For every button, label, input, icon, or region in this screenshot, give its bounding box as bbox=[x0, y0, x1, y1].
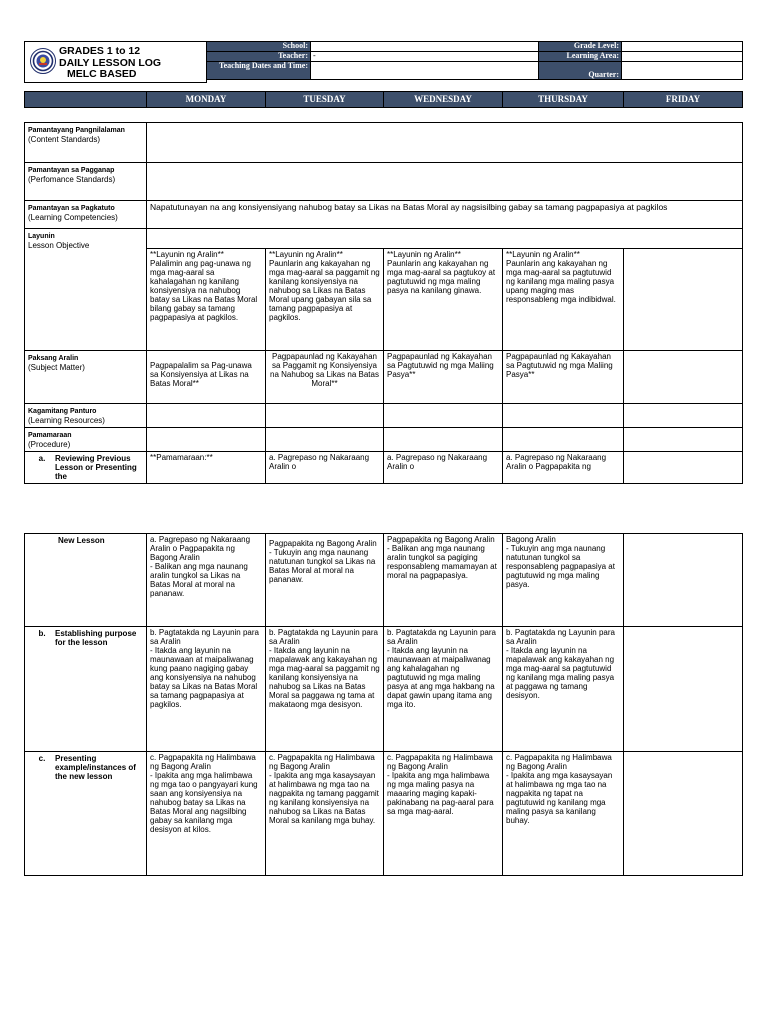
teacher-field[interactable]: - bbox=[311, 52, 539, 62]
header-meta-table bbox=[206, 41, 743, 80]
review-cell-friday[interactable] bbox=[624, 534, 743, 627]
quarter-field[interactable] bbox=[622, 62, 743, 80]
day-header-thursday: THURSDAY bbox=[503, 92, 624, 108]
review-cell-monday-top[interactable]: **Pamamaraan:** bbox=[147, 452, 266, 484]
examples-cell-thursday[interactable]: c. Pagpapakita ng Halimbawa ng Bagong Aralin - Ipakita ang mga kasaysayan at halimbawa ng mga tao na nagpakita ng tapat na pagtutuwid ng kanilang mga maling pasya sa kanilang buhay. bbox=[503, 752, 624, 876]
school-field[interactable] bbox=[311, 42, 539, 52]
learning-area-field[interactable] bbox=[622, 52, 743, 62]
quarter-label: Quarter: bbox=[539, 62, 622, 80]
objective-cell-wednesday[interactable]: **Layunin ng Aralin** Paunlarin ang kakayahan ng mga mag-aaral sa pagtukoy at pagtutuwid ng mga maling pasya na kanilang ginawa. bbox=[384, 249, 503, 351]
table-row bbox=[25, 163, 743, 201]
purpose-cell-tuesday[interactable]: b. Pagtatakda ng Layunin para sa Aralin - Itakda ang layunin na mapalawak ang kakayahan ng mga mag-aaral sa paggamit ng kanilang konsiyensiya na nahubog sa Likas na Batas Moral sa paggawa ng tama at makataong mga desisyon. bbox=[266, 627, 384, 752]
procedure-cell-wednesday[interactable] bbox=[384, 428, 503, 452]
teaching-dates-label: Teaching Dates and Time: bbox=[207, 62, 311, 80]
page-title bbox=[59, 46, 161, 81]
subject-cell-wednesday[interactable]: Pagpapaunlad ng Kakayahan sa Pagtutuwid ng mga Maliing Pasya** bbox=[384, 351, 503, 404]
day-header-tuesday: TUESDAY bbox=[266, 92, 384, 108]
purpose-cell-friday[interactable] bbox=[624, 627, 743, 752]
objective-cell-thursday[interactable]: **Layunin ng Aralin** Paunlarin ang kakayahan ng mga mag-aaral sa pagtutuwid ng kanilang mga maling pasya upang maging mas responsableng mga indibidwal. bbox=[503, 249, 624, 351]
objective-cell-top[interactable] bbox=[147, 229, 743, 249]
examples-cell-friday[interactable] bbox=[624, 752, 743, 876]
review-cell-monday[interactable]: a. Pagrepaso ng Nakaraang Aralin o Pagpapakita ng Bagong Aralin - Balikan ang mga naunang aralin tungkol sa Likas na Batas Moral at moral na pananaw. bbox=[147, 534, 266, 627]
objective-label: Layunin Lesson Objective bbox=[25, 229, 147, 351]
subject-cell-monday[interactable]: Pagpapalalim sa Pag-unawa sa Konsiyensiya at Likas na Batas Moral** bbox=[147, 351, 266, 404]
resources-cell-thursday[interactable] bbox=[503, 404, 624, 428]
examples-cell-wednesday[interactable]: c. Pagpapakita ng Halimbawa ng Bagong Aralin - Ipakita ang mga halimbawa ng mga maling pasya na maaaring maging kapaki-pakinabang na pag-aaral para sa mga mag-aaral. bbox=[384, 752, 503, 876]
examples-cell-tuesday[interactable]: c. Pagpapakita ng Halimbawa ng Bagong Aralin - Ipakita ang mga kasaysayan at halimbawa ng mga tao na nagpakita ng tamang paggamit ng kanilang konsiyensiya na nahubog sa Likas na Batas Moral sa kanilang mga buhay. bbox=[266, 752, 384, 876]
resources-cell-tuesday[interactable] bbox=[266, 404, 384, 428]
day-header-friday: FRIDAY bbox=[624, 92, 743, 108]
examples-label: c. Presenting example/instances of the new lesson bbox=[25, 752, 147, 876]
content-standards-cell[interactable] bbox=[147, 123, 743, 163]
objective-cell-friday[interactable] bbox=[624, 249, 743, 351]
header-title-box bbox=[24, 41, 207, 83]
procedure-cell-monday[interactable] bbox=[147, 428, 266, 452]
day-header-row bbox=[24, 91, 743, 108]
procedure-cell-tuesday[interactable] bbox=[266, 428, 384, 452]
performance-standards-cell[interactable] bbox=[147, 163, 743, 201]
resources-label: Kagamitang Panturo (Learning Resources) bbox=[25, 404, 147, 428]
review-label-bottom: New Lesson bbox=[25, 534, 147, 627]
performance-standards-label: Pamantayan sa Pagganap (Perfomance Standards) bbox=[25, 163, 147, 201]
resources-cell-friday[interactable] bbox=[624, 404, 743, 428]
purpose-cell-monday[interactable]: b. Pagtatakda ng Layunin para sa Aralin - Itakda ang layunin na maunawaan at maipaliwanag kung paano nagiging gabay ang konsiyensiya na nahubog batay sa Likas na Batas Moral sa tamang pagpapasiya at pagkilos. bbox=[147, 627, 266, 752]
table-row bbox=[25, 534, 743, 627]
day-header-empty bbox=[25, 92, 147, 108]
title-line: GRADES 1 to 12 bbox=[59, 45, 141, 57]
day-header-wednesday: WEDNESDAY bbox=[384, 92, 503, 108]
table-row bbox=[25, 201, 743, 229]
objective-cell-monday[interactable]: **Layunin ng Aralin** Palalimin ang pag-unawa ng mga mag-aaral sa kahalagahan ng kanilang konsiyensiya na nahubog batay sa Likas na Batas Moral bilang gabay sa tamang pagpapasiya at pagkilos. bbox=[147, 249, 266, 351]
objective-cell-tuesday[interactable]: **Layunin ng Aralin** Paunlarin ang kakayahan ng mga mag-aaral sa paggamit ng kanilang konsiyensiya na nahubog sa Likas na Batas Moral upang gabayan sila sa tamang pagpapasiya at pagkilos. bbox=[266, 249, 384, 351]
review-cell-wednesday-top[interactable]: a. Pagrepaso ng Nakaraang Aralin o bbox=[384, 452, 503, 484]
procedure-cell-friday[interactable] bbox=[624, 428, 743, 452]
grade-level-label: Grade Level: bbox=[539, 42, 622, 52]
table-row bbox=[25, 351, 743, 404]
examples-cell-monday[interactable]: c. Pagpapakita ng Halimbawa ng Bagong Aralin - Ipakita ang mga halimbawa ng mga tao o pangyayari kung saan ang konsiyensiya na nahubog batay sa Likas na Batas Moral ang nagsilbing gabay sa kanilang mga desisyon at kilos. bbox=[147, 752, 266, 876]
day-header-monday: MONDAY bbox=[147, 92, 266, 108]
resources-cell-monday[interactable] bbox=[147, 404, 266, 428]
subject-cell-thursday[interactable]: Pagpapaunlad ng Kakayahan sa Pagtutuwid ng mga Maliing Pasya** bbox=[503, 351, 624, 404]
teaching-dates-field[interactable] bbox=[311, 62, 539, 80]
teacher-label: Teacher: bbox=[207, 52, 311, 62]
review-cell-thursday[interactable]: Bagong Aralin - Tukuyin ang mga naunang natutunan tungkol sa responsableng pagpapasiya at pagtutuwid ng mga maling pasya. bbox=[503, 534, 624, 627]
deped-seal-icon bbox=[30, 48, 56, 74]
review-cell-friday-top[interactable] bbox=[624, 452, 743, 484]
table-row bbox=[25, 404, 743, 428]
table-row bbox=[25, 123, 743, 163]
table-row bbox=[25, 428, 743, 452]
subject-cell-tuesday[interactable]: Pagpapaunlad ng Kakayahan sa Paggamit ng Konsiyensiya na Nahubog sa Likas na Batas Moral** bbox=[266, 351, 384, 404]
title-line: DAILY LESSON LOG bbox=[59, 56, 162, 69]
review-cell-thursday-top[interactable]: a. Pagrepaso ng Nakaraang Aralin o Pagpapakita ng bbox=[503, 452, 624, 484]
table-row bbox=[25, 752, 743, 876]
lesson-log-table-page-2 bbox=[24, 533, 743, 876]
table-row bbox=[25, 229, 743, 249]
learning-area-label: Learning Area: bbox=[539, 52, 622, 62]
review-cell-tuesday[interactable]: Pagpapakita ng Bagong Aralin - Tukuyin ang mga naunang natutunan tungkol sa Likas na Batas Moral at moral na pananaw. bbox=[266, 534, 384, 627]
grade-level-field[interactable] bbox=[622, 42, 743, 52]
subject-cell-friday[interactable] bbox=[624, 351, 743, 404]
table-row bbox=[25, 627, 743, 752]
subject-matter-label: Paksang Aralin (Subject Matter) bbox=[25, 351, 147, 404]
title-line: MELC BASED bbox=[67, 68, 137, 80]
school-label: School: bbox=[207, 42, 311, 52]
purpose-label: b. Establishing purpose for the lesson bbox=[25, 627, 147, 752]
review-cell-tuesday-top[interactable]: a. Pagrepaso ng Nakaraang Aralin o bbox=[266, 452, 384, 484]
resources-cell-wednesday[interactable] bbox=[384, 404, 503, 428]
purpose-cell-thursday[interactable]: b. Pagtatakda ng Layunin para sa Aralin - Itakda ang layunin na mapalawak ang kakayahan ng mga mag-aaral sa pagtutuwid ng kanilang mga maling pasya at paggawa ng tamang desisyon. bbox=[503, 627, 624, 752]
purpose-cell-wednesday[interactable]: b. Pagtatakda ng Layunin para sa Aralin - Itakda ang layunin na maunawaan at maipaliwanag ang kahalagahan ng pagtutuwid ng mga maling pasya at ang mga hakbang na dapat gawin upang itama ang mga ito. bbox=[384, 627, 503, 752]
review-label-top: a. Reviewing Previous Lesson or Presenting the bbox=[25, 452, 147, 484]
competencies-label: Pamantayan sa Pagkatuto (Learning Competencies) bbox=[25, 201, 147, 229]
review-cell-wednesday[interactable]: Pagpapakita ng Bagong Aralin - Balikan ang mga naunang aralin tungkol sa pagiging responsableng mamamayan at moral na pagpapasiya. bbox=[384, 534, 503, 627]
procedure-label: Pamamaraan (Procedure) bbox=[25, 428, 147, 452]
table-row bbox=[25, 452, 743, 484]
competencies-cell[interactable]: Napatutunayan na ang konsiyensiyang nahubog batay sa Likas na Batas Moral ay nagsisilbing gabay sa tamang pagpapasiya at pagkilos bbox=[147, 201, 743, 229]
procedure-cell-thursday[interactable] bbox=[503, 428, 624, 452]
content-standards-label: Pamantayang Pangnilalaman (Content Standards) bbox=[25, 123, 147, 163]
lesson-log-table-page-1 bbox=[24, 122, 743, 484]
